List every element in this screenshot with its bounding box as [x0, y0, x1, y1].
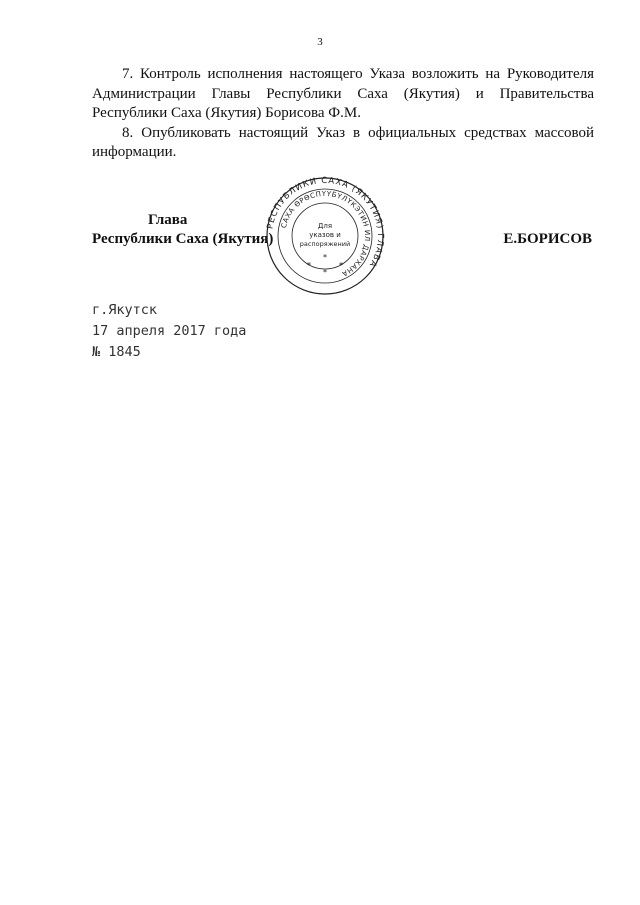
signatory-name: Е.БОРИСОВ [503, 231, 592, 247]
page-number: 3 [317, 36, 323, 48]
svg-text:*: * [323, 253, 327, 262]
seal-center-line-2: указов и [309, 231, 341, 239]
official-seal [265, 176, 385, 296]
paragraph-7: 7. Контроль исполнения настоящего Указа возложить на Руководителя Администрации Главы Республики Саха (Якутия) и Правительства Республики Саха (Якутия) Борисова Ф.М. [92, 66, 594, 121]
seal-stars [307, 253, 343, 277]
document-body [92, 65, 594, 163]
decree-number: № 1845 [92, 344, 141, 360]
svg-text:*: * [339, 261, 343, 270]
city: г.Якутск [92, 302, 158, 318]
signatory-title: Глава [148, 212, 188, 228]
seal-center-line-1: Для [317, 222, 333, 230]
signatory-region: Республики Саха (Якутия) [92, 231, 274, 247]
seal-outer-text: РЕСПУБЛИКИ САХА (ЯКУТИЯ) ГЛАВА [265, 176, 385, 270]
seal-center-line-3: распоряжений [299, 240, 351, 248]
svg-text:*: * [307, 261, 311, 270]
place-and-date-block [92, 300, 246, 363]
seal-inner-text: САХА ӨРӨСПҮҮБҮЛҮКЭТИН ИЛ ДАРХАНА [279, 189, 372, 278]
decree-date: 17 апреля 2017 года [92, 323, 247, 339]
paragraph-8: 8. Опубликовать настоящий Указ в официальных средствах массовой информации. [92, 124, 594, 160]
svg-text:*: * [323, 268, 327, 277]
